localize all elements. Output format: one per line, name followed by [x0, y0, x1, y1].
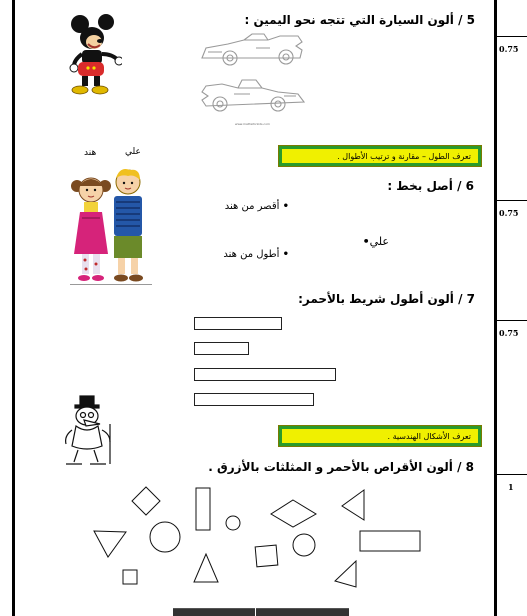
- bullet-icon: •: [282, 201, 289, 212]
- score-q8: 1: [508, 482, 514, 492]
- triangle-shape[interactable]: [342, 490, 364, 520]
- scrooge-duck-image: [60, 394, 116, 468]
- section-length-text: تعرف الطول – مقارنة و ترتيب الأطوال .: [337, 151, 471, 161]
- watermark-text: www.mathsforkids.com: [235, 122, 270, 126]
- ribbon-1[interactable]: [194, 317, 282, 330]
- rectangle-shape[interactable]: [360, 531, 420, 551]
- section-shapes-banner: [278, 425, 482, 447]
- q8-title: 8 / ألون الأقراص بالأحمر و المثلثات بالأزرق .: [208, 460, 474, 474]
- score-q6: 0.75: [499, 208, 519, 218]
- bullet-icon: •: [362, 235, 370, 248]
- sheet-border-left: [12, 0, 15, 616]
- q6-ali-target: [363, 235, 389, 248]
- bullet-icon: •: [282, 249, 289, 260]
- q5-title: 5 / ألون السيارة التي تتجه نحو اليمين :: [244, 13, 475, 27]
- score-divider: [497, 474, 527, 475]
- kids-image: [68, 166, 154, 288]
- disc-shape[interactable]: [293, 534, 315, 556]
- q6-ali-label: علي: [369, 235, 389, 248]
- score-q5: 0.75: [499, 44, 519, 54]
- name-hind: هند: [84, 148, 97, 158]
- bottom-toolbar-button-right[interactable]: [256, 608, 349, 616]
- triangle-shape[interactable]: [94, 531, 126, 557]
- rectangle-shape[interactable]: [196, 488, 210, 530]
- q6-item-taller: [223, 249, 289, 260]
- q6-title: 6 / أصل بخط :: [387, 179, 474, 193]
- ribbon-3[interactable]: [194, 368, 336, 381]
- section-length-banner: [278, 145, 482, 167]
- rhombus-shape[interactable]: [271, 500, 316, 527]
- triangle-shape[interactable]: [335, 561, 356, 587]
- ribbon-4[interactable]: [194, 393, 314, 406]
- mickey-mouse-image: [66, 14, 122, 96]
- score-q7: 0.75: [499, 328, 519, 338]
- race-cars-image: [198, 32, 308, 120]
- sheet-border-right: [494, 0, 497, 616]
- square-shape[interactable]: [123, 570, 137, 584]
- q6-item-shorter: [225, 201, 289, 212]
- q6-item-taller-label: أطول من هند: [223, 249, 280, 260]
- square-shape[interactable]: [132, 487, 160, 515]
- name-ali: علي: [125, 147, 141, 157]
- section-shapes-text: تعرف الأشكال الهندسية .: [387, 431, 471, 441]
- shapes-area: [88, 484, 428, 590]
- bottom-toolbar-button-left[interactable]: [173, 608, 255, 616]
- disc-shape[interactable]: [150, 522, 180, 552]
- score-divider: [497, 320, 527, 321]
- triangle-shape[interactable]: [194, 554, 218, 582]
- ribbon-2[interactable]: [194, 342, 249, 355]
- square-shape[interactable]: [255, 545, 278, 567]
- q6-item-shorter-label: أقصر من هند: [224, 201, 280, 212]
- score-divider: [497, 200, 527, 201]
- score-divider: [497, 36, 527, 37]
- q7-title: 7 / ألون أطول شريط بالأحمر:: [298, 292, 475, 306]
- disc-shape[interactable]: [226, 516, 240, 530]
